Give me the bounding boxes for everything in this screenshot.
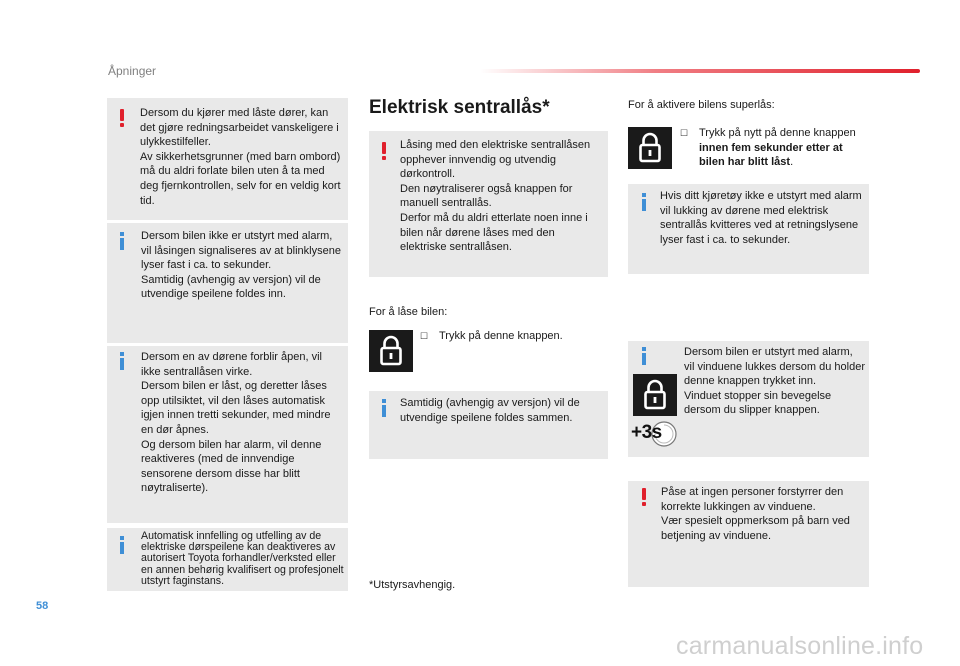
info-text: Dersom bilen er utstyrt med alarm, vil vinduene lukkes dersom du holder denne knappen trykket inn. Vinduet stopper sin bevegelse dersom du slipper knappen. bbox=[684, 346, 865, 417]
checkbox-bullet-icon: ☐ bbox=[420, 331, 429, 341]
info-box-mirrors bbox=[107, 528, 348, 591]
padlock-icon bbox=[369, 330, 413, 372]
warning-icon bbox=[381, 142, 387, 160]
warning-text: Påse at ingen personer forstyrrer den korrekte lukkingen av vinduene. Vær spesielt oppmerksom på barn ved betjening av vinduene. bbox=[661, 486, 850, 542]
step-text-plain: Trykk på nytt på denne knappen bbox=[699, 127, 856, 139]
header-rule bbox=[480, 69, 920, 73]
padlock-icon bbox=[633, 374, 677, 416]
info-icon bbox=[119, 536, 125, 554]
watermark: carmanualsonline.info bbox=[676, 632, 924, 660]
info-box-door-open bbox=[107, 346, 348, 523]
lock-button-image bbox=[369, 330, 413, 372]
page-number: 58 bbox=[36, 600, 49, 612]
checkbox-bullet-icon: ☐ bbox=[680, 128, 689, 138]
warning-text: Dersom du kjører med låste dører, kan det gjøre redningsarbeidet vanskeligere i ulykkestilfeller. Av sikkerhetsgrunner (med barn ombord) må du aldri forlate bilen uten å ta med deg fjernkontrollen, selv for en veldig kort tid. bbox=[140, 107, 341, 207]
warning-box-locked-doors bbox=[107, 98, 348, 220]
superlock-button-image bbox=[628, 127, 672, 169]
timer-3s-icon bbox=[630, 419, 678, 449]
info-icon bbox=[119, 352, 125, 370]
info-icon bbox=[641, 347, 647, 365]
info-icon bbox=[381, 399, 387, 417]
info-icon bbox=[641, 193, 647, 211]
info-text: Dersom en av dørene forblir åpen, vil ikke sentrallåsen virke. Dersom bilen er låst, og deretter låses opp utilsiktet, vil den låses automatisk igjen innen tretti sekunder, med mindre en dør åpnes. Og dersom bilen har alarm, vil denne reaktiveres (med de innvendige sensorene dersom disse har blitt nøytraliserte). bbox=[141, 351, 331, 495]
step-text: Trykk på denne knappen. bbox=[439, 330, 563, 342]
info-box-mirrors-fold bbox=[369, 391, 608, 459]
step-text-bold: innen fem sekunder etter at bilen har blitt låst bbox=[699, 141, 843, 169]
warning-box-windows bbox=[628, 481, 869, 587]
warning-icon bbox=[641, 488, 647, 506]
page-heading: Elektrisk sentrallås* bbox=[369, 97, 550, 118]
step-text bbox=[699, 126, 870, 170]
step-text-end: . bbox=[790, 156, 794, 169]
info-text: Automatisk innfelling og utfelling av de elektriske dørspeilene kan deaktiveres av autorisert Toyota forhandler/verksted eller en annen behørig kvalifisert og profesjonelt utstyrt faginstans. bbox=[141, 530, 344, 587]
info-icon bbox=[119, 232, 125, 250]
lock-intro: For å låse bilen: bbox=[369, 306, 448, 318]
info-text: Hvis ditt kjøretøy ikke e utstyrt med alarm vil lukking av dørene med elektrisk sentrallås kvitteres ved at retningslysene lyser fast i ca. to sekunder. bbox=[660, 190, 862, 246]
info-box-indicators bbox=[628, 184, 869, 274]
warning-icon bbox=[119, 109, 125, 127]
info-box-windows bbox=[628, 341, 869, 457]
padlock-icon bbox=[628, 127, 672, 169]
info-text: Dersom bilen ikke er utstyrt med alarm, vil låsingen signaliseres av at blinklysene lyser fast i ca. to sekunder. Samtidig (avhengig av versjon) vil de utvendige speilene foldes inn. bbox=[141, 230, 341, 301]
window-lock-button-image bbox=[633, 374, 677, 416]
footnote: *Utstyrsavhengig. bbox=[369, 579, 456, 591]
info-box-no-alarm bbox=[107, 223, 348, 343]
warning-box-central-locking bbox=[369, 131, 608, 277]
timer-label: +3s bbox=[631, 422, 662, 443]
info-text: Samtidig (avhengig av versjon) vil de utvendige speilene foldes sammen. bbox=[400, 397, 580, 424]
section-title: Åpninger bbox=[108, 64, 157, 78]
superlock-intro: For å aktivere bilens superlås: bbox=[628, 99, 775, 111]
warning-text: Låsing med den elektriske sentrallåsen opphever innvendig og utvendig dørkontroll. Den nøytraliserer også knappen for manuell sentrallås. Derfor må du aldri etterlate noen inne i bilen når dørene låses med den elektriske sentrallåsen. bbox=[400, 139, 591, 254]
